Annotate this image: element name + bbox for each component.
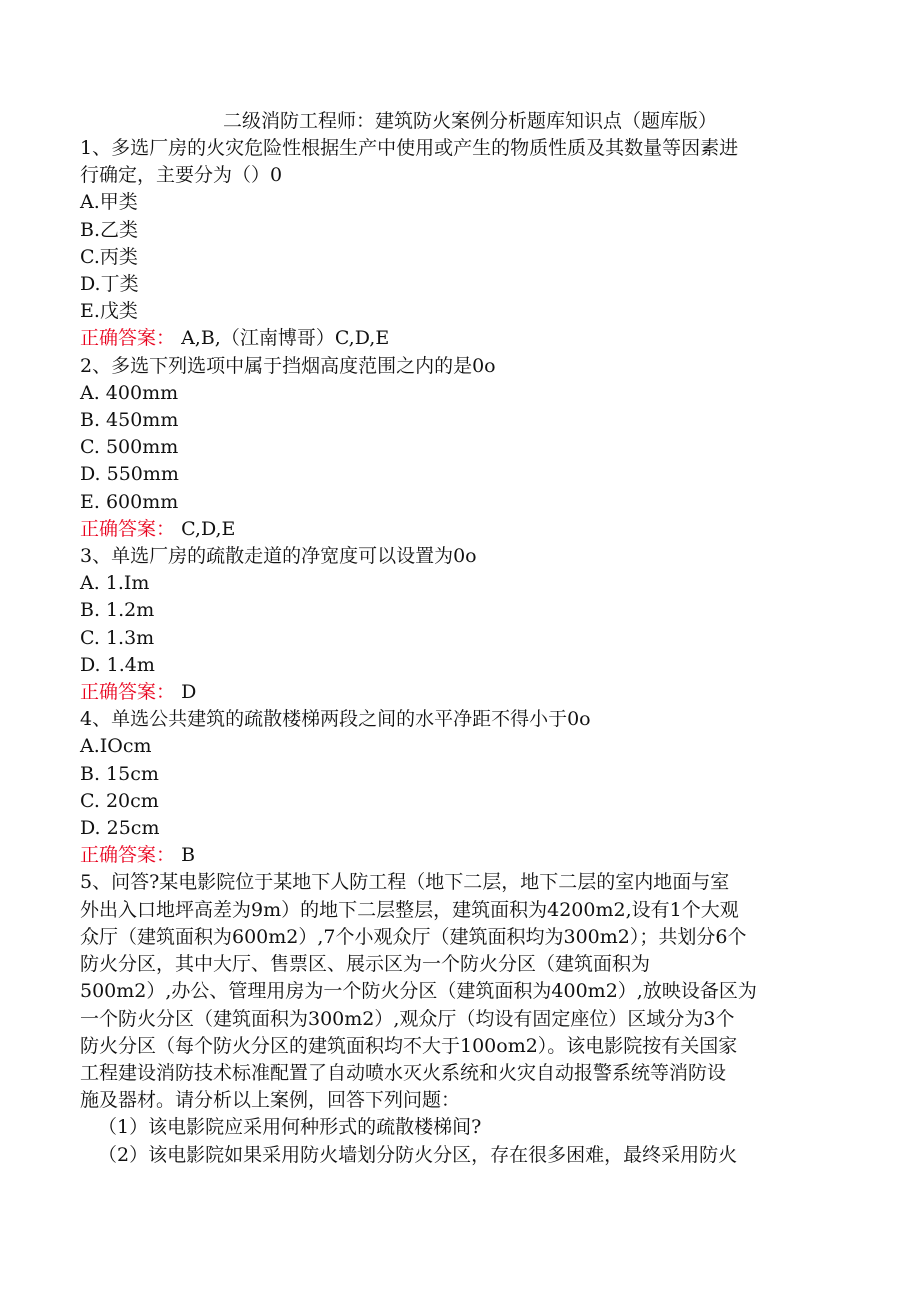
option-e: E.戊类 [80,300,138,323]
sub-question-1: （1）该电影院应采用何种形式的疏散楼梯间? [98,1116,482,1139]
sub-question-2: （2）该电影院如果采用防火墙划分防火分区，存在很多困难，最终采用防火 [98,1143,738,1166]
option-a: A. 400mm [80,381,179,404]
answer-line [80,842,840,869]
case-text-line: 众厅（建筑面积为600m2）,7个小观众厅（建筑面积均为300m2）；共划分6个 [80,925,747,948]
option-a: A. 1.Im [80,572,150,595]
answer-label: 正确答案： [80,681,176,704]
case-text-line: 外出入口地坪高差为9m）的地下二层整层，建筑面积为4200m2,设有1个大观 [80,898,739,921]
document-page [80,108,840,1169]
case-text-line: 施及器材。请分析以上案例，回答下列问题： [80,1089,461,1112]
option-b: B. 1.2m [80,599,155,622]
answer-line [80,516,840,543]
answer-label: 正确答案： [80,517,176,540]
case-text-line: 工程建设消防技术标准配置了自动喷水灭火系统和火灾自动报警系统等消防设 [80,1061,727,1084]
case-text-line: 5、问答?某电影院位于某地下人防工程（地下二层，地下二层的室内地面与室 [80,871,730,894]
question-stem: 4、单选公共建筑的疏散楼梯两段之间的水平净距不得小于0o [80,708,591,731]
question-stem: 1、多选厂房的火灾危险性根据生产中使用或产生的物质性质及其数量等因素进 [80,137,739,159]
document-title: 二级消防工程师：建筑防火案例分析题库知识点（题库版） [222,110,717,132]
option-d: D.丁类 [80,273,139,296]
question-stem: 3、单选厂房的疏散走道的净宽度可以设置为0o [80,545,477,568]
option-b: B.乙类 [80,218,139,241]
option-d: D. 550mm [80,463,179,486]
option-a: A.甲类 [80,191,138,214]
question-stem-continued: 行确定，主要分为（）0 [80,164,283,187]
answer-value: D [181,681,197,704]
question-4 [80,706,840,869]
case-text-line: 防火分区，其中大厅、售票区、展示区为一个防火分区（建筑面积为 [80,953,651,976]
option-e: E. 600mm [80,490,179,513]
answer-line [80,679,840,706]
answer-value: A,B,（江南博哥）C,D,E [181,327,390,350]
option-d: D. 25cm [80,817,160,840]
option-b: B. 15cm [80,762,159,785]
option-d: D. 1.4m [80,653,155,676]
answer-label: 正确答案： [80,327,176,350]
option-c: C.丙类 [80,245,138,268]
question-3 [80,543,840,706]
option-b: B. 450mm [80,409,179,432]
question-1 [80,135,840,353]
question-2 [80,353,840,543]
question-stem: 2、多选下列选项中属于挡烟高度范围之内的是0o [80,354,496,377]
answer-value: C,D,E [181,517,236,540]
case-text-line: 500m2）,办公、管理用房为一个防火分区（建筑面积为400m2）,放映设备区为 [80,980,757,1003]
option-c: C. 20cm [80,789,159,812]
answer-value: B [181,844,196,867]
question-5-case [80,869,840,1168]
answer-label: 正确答案： [80,844,176,867]
option-c: C. 500mm [80,436,179,459]
case-text-line: 防火分区（每个防火分区的建筑面积均不大于100om2）。该电影院按有关国家 [80,1034,738,1057]
option-c: C. 1.3m [80,626,155,649]
option-a: A.IOcm [80,735,152,758]
case-text-line: 一个防火分区（建筑面积为300m2）,观众厅（均设有固定座位）区域分为3个 [80,1007,735,1030]
answer-line [80,325,840,352]
